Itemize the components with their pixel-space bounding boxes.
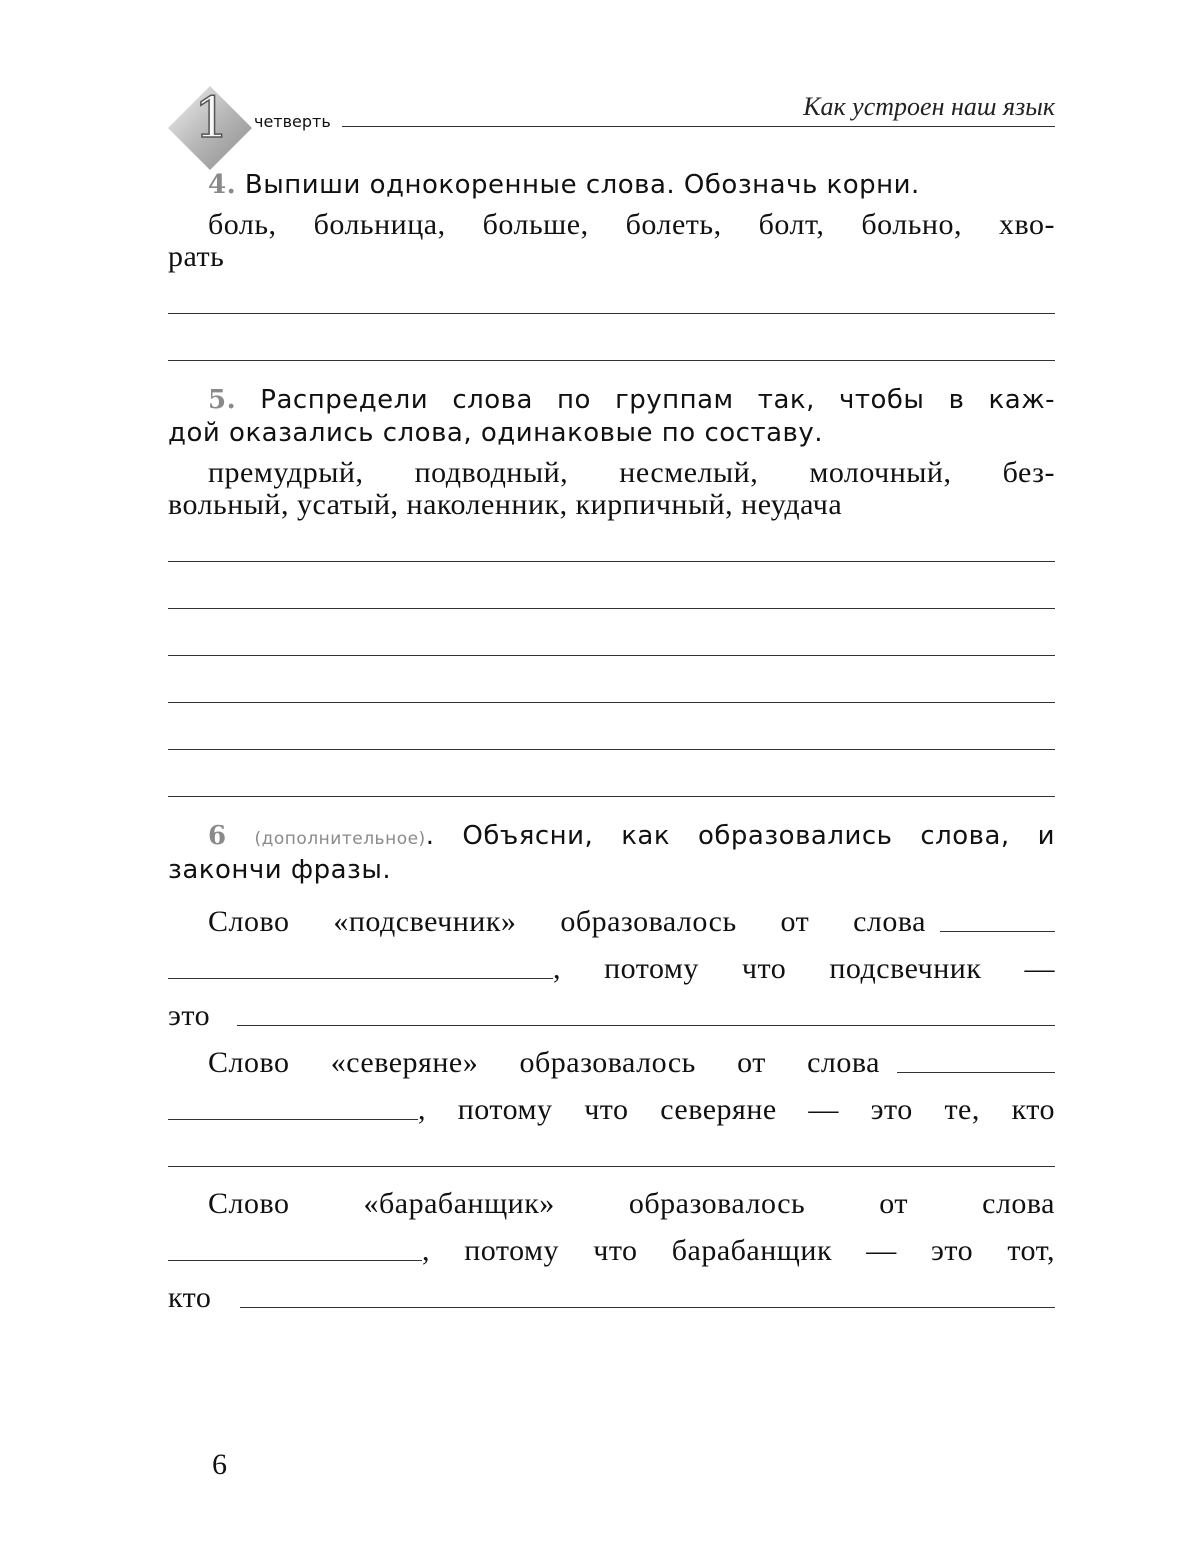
task4-words-line1: боль, больница, больше, болеть, болт, больно, хво- — [208, 208, 1055, 241]
quarter-number: 1 — [194, 86, 230, 151]
answer-line[interactable] — [168, 1166, 1055, 1167]
answer-line[interactable] — [168, 749, 1055, 750]
task4-prompt-text: Выпиши однокоренные слова. Обозначь корни. — [244, 170, 920, 200]
quarter-badge — [168, 86, 252, 170]
task5-prompt-text: Распредели слова по группам так, чтобы в каж- — [260, 385, 1055, 415]
answer-line[interactable] — [168, 360, 1055, 361]
task6-prompt-text: . Объясни, как образовались слова, и — [425, 821, 1055, 851]
task6-prompt-line1 — [208, 821, 1055, 851]
answer-line[interactable] — [168, 561, 1055, 562]
s1-line1: Слово «подсвечник» образовалось от слова — [208, 905, 926, 938]
task5-words-line1: премудрый, подводный, несмелый, молочный, без- — [208, 456, 1055, 489]
answer-blank[interactable] — [897, 1072, 1055, 1073]
answer-blank[interactable] — [168, 978, 553, 979]
task5-prompt-line2: дой оказались слова, одинаковые по составу. — [168, 418, 824, 448]
header-rule — [342, 126, 1055, 127]
answer-blank[interactable] — [240, 1307, 1055, 1308]
task6-prompt-line2: закончи фразы. — [168, 855, 392, 885]
page-number: 6 — [212, 1448, 227, 1481]
task6-number: 6 — [208, 821, 227, 851]
task6-note: (дополнительное) — [254, 829, 426, 849]
answer-line[interactable] — [168, 796, 1055, 797]
quarter-label: четверть — [254, 112, 331, 131]
task4-prompt — [208, 170, 1055, 200]
task5-number: 5. — [208, 385, 237, 415]
task5-prompt-line1 — [208, 385, 1055, 415]
s1-line3: это — [168, 999, 211, 1032]
s1-line2: , потому что подсвечник — — [553, 952, 1055, 985]
answer-line[interactable] — [168, 655, 1055, 656]
task4-number: 4. — [208, 170, 237, 200]
task5-words-line2: вольный, усатый, наколенник, кирпичный, неудача — [168, 488, 843, 521]
s2-line2: , потому что северяне — это те, кто — [418, 1093, 1055, 1126]
answer-line[interactable] — [168, 313, 1055, 314]
answer-line[interactable] — [168, 702, 1055, 703]
answer-blank[interactable] — [940, 931, 1055, 932]
section-title: Как устроен наш язык — [803, 92, 1055, 121]
s3-line1: Слово «барабанщик» образовалось от слова — [208, 1187, 1055, 1220]
s3-line3: кто — [168, 1281, 212, 1314]
task4-words-line2: рать — [168, 240, 225, 273]
s3-line2: , потому что барабанщик — это тот, — [422, 1234, 1055, 1267]
answer-blank[interactable] — [168, 1260, 422, 1261]
answer-blank[interactable] — [237, 1025, 1055, 1026]
s2-line1: Слово «северяне» образовалось от слова — [208, 1046, 880, 1079]
answer-line[interactable] — [168, 608, 1055, 609]
answer-blank[interactable] — [168, 1119, 418, 1120]
